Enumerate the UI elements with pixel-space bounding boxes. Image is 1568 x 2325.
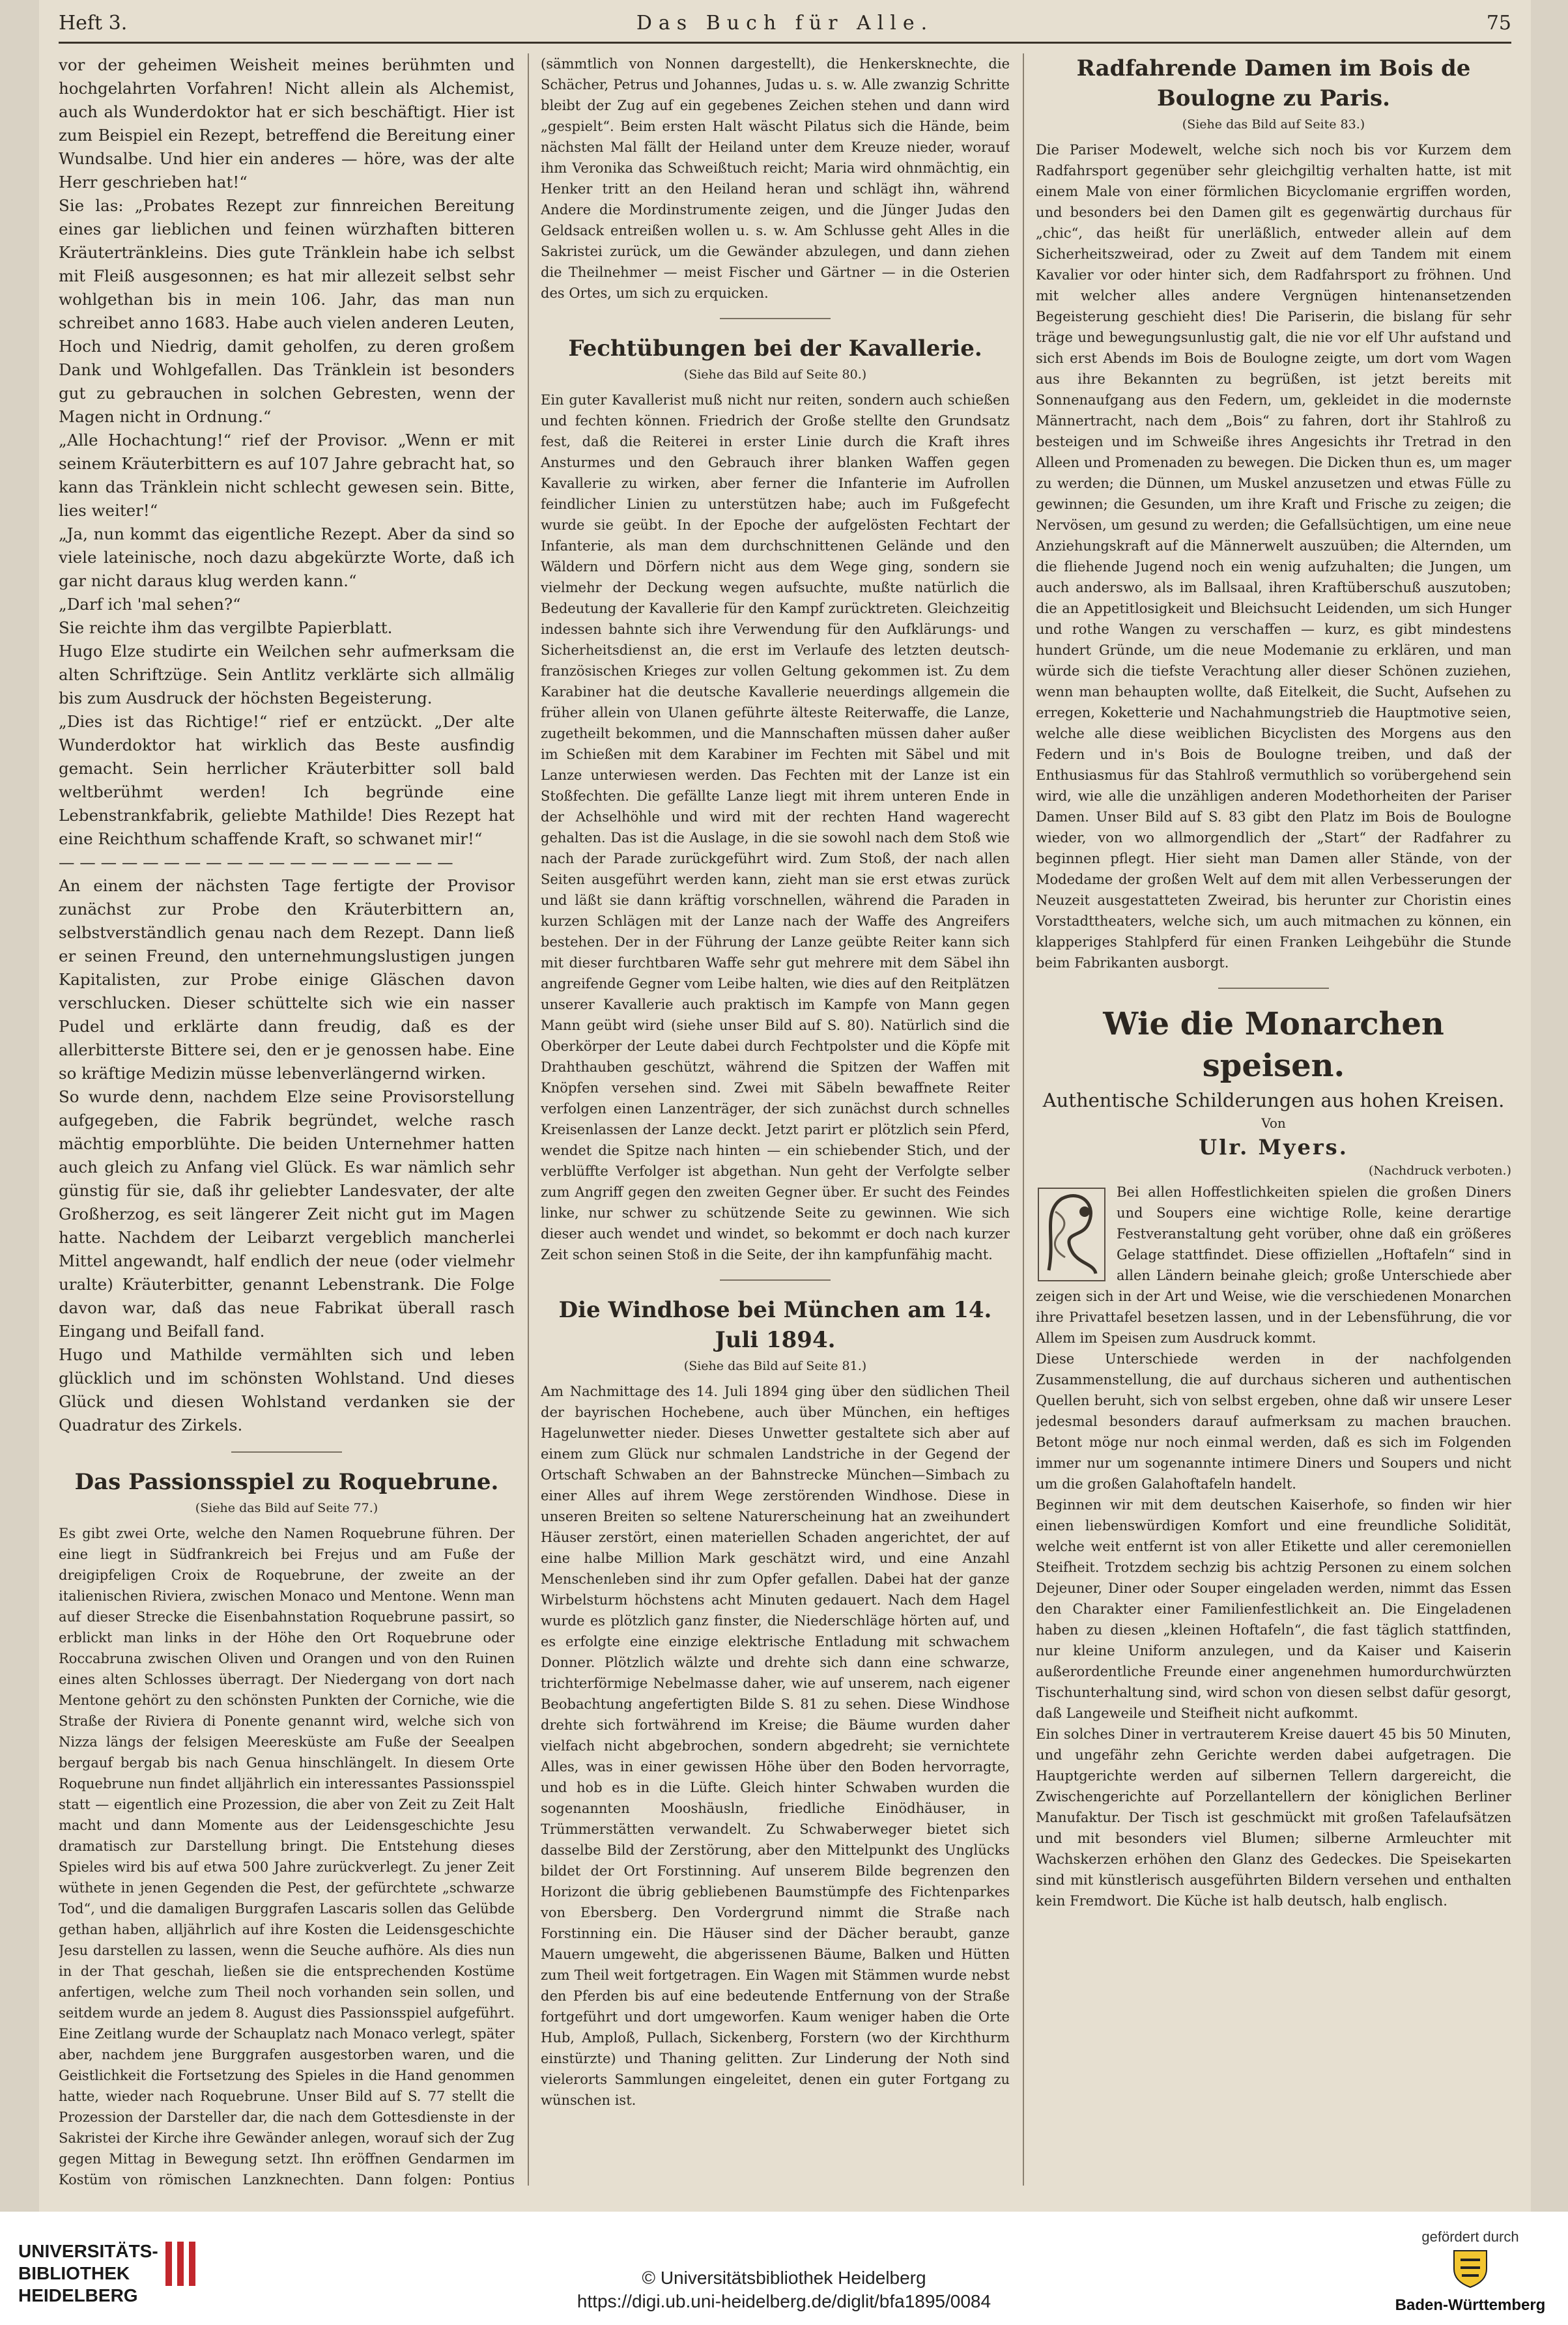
copyright-notice: © Universitätsbibliothek Heidelberg <box>642 2268 926 2288</box>
library-logo-text: UNIVERSITÄTS- BIBLIOTHEK HEIDELBERG <box>18 2241 158 2305</box>
article-continuation: (sämmtlich von Nonnen dargestellt), die Henkersknechte, die Schächer, Petrus und Johannes, Judas u. s. w. Alle zwanzig Schritte bleibt der Zug auf ein gegebenes Zeichen stehen und dann wird „gespielt“. Beim ersten Halt wäscht Pilatus sich die Hände, beim nächsten Mal fällt der Heiland unter dem Kreuze nieder, worauf ihm Veronika das Schweißtuch reicht; Maria wird ohnmächtig, ein Henker tritt an den Heiland heran und schlägt ihn, während Andere die Mordinstrumente zeigen, und die Jünger Judas den Geldsack entreißen wollen u. s. w. Am Schlusse geht Alles in die Sakristei zurück, um die Gewänder abzulegen, und dann ziehen die Theilnehmer — meist Fischer und Gärtner — in die Osterien des Ortes, um sich zu erquicken. <box>541 56 1010 301</box>
article-image-reference: (Siehe das Bild auf Seite 77.) <box>195 1501 378 1515</box>
sponsor-name: Baden-Württemberg <box>1395 2296 1546 2314</box>
feature-title: Wie die Monarchen speisen. <box>1103 1006 1444 1084</box>
article-image-reference: (Siehe das Bild auf Seite 83.) <box>1182 117 1365 132</box>
state-coat-of-arms-icon <box>1447 2246 1493 2289</box>
article-image-reference: (Siehe das Bild auf Seite 81.) <box>683 1359 867 1373</box>
header-rule <box>59 42 1511 44</box>
feature-subtitle: Authentische Schilderungen aus hohen Kreisen. <box>1042 1089 1505 1111</box>
article-title: Das Passionsspiel zu Roquebrune. <box>74 1469 499 1495</box>
sponsor-block <box>1392 2229 1548 2315</box>
feature-body: Bei allen Hoffestlichkeiten spielen die großen Diners und Soupers eine wichtige Rolle, keine derartige Festveranstaltung geht vorüber, ohne daß ein größeres Gelage stattfindet. Diese offiziellen „Hoftafeln“ sind in allen Ländern beinahe gleich; große Unterschiede aber zeigen sich in der Art und Weise, wie die verschiedenen Monarchen ihre Privattafel besetzen lassen, und in der Lebensführung, die vor Allem im Speisen zum Ausdruck kommt. Diese Unterschiede werden in der nachfolgenden Zusammenstellung, die auf durchaus sicheren und authentischen Quellen beruht, sich von selbst ergeben, ohne daß wir unsere Leser jedesmal besonders darauf aufmerksam zu machen brauchen. Betont möge nur noch einmal werden, daß es sich im Folgenden immer nur um sogenannte intimere Diners und Soupers und nicht um die großen Galahoftafeln handelt. Beginnen wir mit dem deutschen Kaiserhofe, so finden wir hier einen liebenswürdigen Komfort und eine freundliche Solidität, welche weit entfernt ist von aller Etikette und aller ceremoniellen Steifheit. Trotzdem sechzig bis achtzig Personen zu einem solchen Dejeuner, Diner oder Souper eingeladen werden, nimmt das Essen den Charakter einer Familienfestlichkeit an. Die Eingeladenen haben zu diesen „kleinen Hoftafeln“, die fast täglich stattfinden, nur kleine Uniform anzulegen, und da Kaiser und Kaiserin außerordentliche Freunde einer angenehmen humordurchwürzten Tischunterhaltung sind, wird schon von diesen selbst dafür gesorgt, daß Langeweile und Steifheit nicht aufkommt. Ein solches Diner in vertrauterem Kreise dauert 45 bis 50 Minuten, und ungefähr zehn Gerichte werden dabei aufgetragen. Die Hauptgerichte werden auf silbernen Tellern dargereicht, die Zwischengerichte auf Porzellantellern der königlichen Berliner Manufaktur. Der Tisch ist geschmückt mit großen Tafelaufsätzen und mit besonders viel Blumen; silberne Armleuchter mit Wachskerzen erhöhen den Glanz des Gedeckes. Die Speisekarten sind mit künstlerisch ausgeführten Bildern versehen und enthalten kein Fremdwort. Die Küche ist halb deutsch, halb englisch. <box>1036 1184 1511 1909</box>
author-name: Ulr. Myers. <box>1199 1135 1348 1160</box>
source-link[interactable]: https://digi.ub.uni-heidelberg.de/diglit/bfa1895/0084 <box>577 2291 991 2311</box>
library-footer <box>0 2212 1568 2325</box>
article-body: Es gibt zwei Orte, welche den Namen Roquebrune führen. Der eine liegt in Südfrankreich bei Frejus und am Fuße der dreigipfeligen Croix de Roquebrune, der zweite an der italienischen Riviera, zwischen Monaco und Mentone. Wenn man auf dieser Strecke die Eisenbahnstation Roquebrune passirt, so erblickt man links in der Höhe den Ort Roquebrune oder Roccabruna zwischen Oliven und Orangen und von den Ruinen eines alten Schlosses überragt. Der Niedergang von dort nach Mentone gehört zu den schönsten Punkten der Corniche, wie die Straße der Riviera di Ponente genannt wird, welche sich von Nizza längs der felsigen Meeresküste am Fuße der Seealpen bergauf bergab bis nach Genua hinschlängelt. In diesem Orte Roquebrune nun findet alljährlich ein interessantes Passionsspiel statt — eigentlich eine Prozession, die aber von Zeit zu Zeit Halt macht und dann Momente aus der Leidensgeschichte Jesu dramatisch zur Darstellung bringt. Die Entstehung dieses Spieles wird bis auf etwa 500 Jahre zurückverlegt. Zu jener Zeit wüthete in jenen Gegenden die Pest, der gefürchtete „schwarze Tod“, und die damaligen Burggrafen Lascaris sollen das Gelübde gethan haben, alljährlich auf ihre Kosten die Leidensgeschichte Jesu darstellen zu lassen, wenn die Seuche aufhöre. Als dies nun in der That geschah, ließen sie die entsprechenden Kostüme anfertigen, welche zum Theil noch vorhanden sein sollen, und seitdem wurde an jedem 8. August dies Passionsspiel aufgeführt. Eine Zeitlang wurde der Schauplatz nach Monaco verlegt, später aber, nachdem jene Burggrafen ausgestorben waren, und die Geistlichkeit die Fortsetzung des Spieles in die Hand genommen hatte, wieder nach Roquebrune. Unser Bild auf S. 77 stellt die Prozession der Darsteller dar, die nach dem Gottesdienste in der Sakristei der Kirche ihre Gewänder anlegen, worauf sich der Zug gegen Mittag in Bewegung setzt. Ihn eröffnen Gendarmen im Kostüm von römischen Lanzknechten. Dann folgen: Pontius <box>59 1526 515 2188</box>
article-body: Ein guter Kavallerist muß nicht nur reiten, sondern auch schießen und fechten können. Friedrich der Große stellte den Grundsatz fest, daß die Reiterei in erster Linie durch die Kraft ihres Ansturmes und den Gebrauch ihrer blanken Waffen gegen Kavallerie zu wirken, aber ferner die Infanterie im Aufrollen feindlicher Linien zu unterstützen habe; auch im Fußgefecht wurde sie geübt. In der Epoche der aufgelösten Fechtart der Infanterie, als man dem durchschnittenen Gelände und den Wäldern und Dörfern nicht aus dem Wege ging, sondern sie vielmehr der Deckung wegen aufsuchte, mußte natürlich die Bedeutung der Kavallerie für den Kampf zurücktreten. Gleichzeitig indessen bahnte sich ihre Verwendung für den Aufklärungs- und Sicherheitsdienst an, die erst im Verlaufe des letzten deutsch-französischen Krieges zur vollen Geltung gekommen ist. Zu dem Karabiner hat die deutsche Kavallerie neuerdings allgemein die früher allein von Ulanen geführte älteste Reiterwaffe, die Lanze, zugetheilt bekommen, und die Mannschaften müssen daher außer im Schießen mit dem Karabiner im Fechten mit Säbel und mit Lanze unterwiesen werden. Das Fechten mit der Lanze ist ein Stoßfechten. Die gefällte Lanze liegt mit ihrem unteren Ende in der Achselhöhle und wird mit der rechten Hand wagerecht gehalten. Das ist die Auslage, in die sie sowohl nach dem Stoß wie nach der Parade zurückgeführt wird. Zum Stoß, der nach allen Seiten ausgeführt werden kann, zieht man sie erst etwas zurück und läßt sie dann kräftig vorschnellen, während die Paraden in kurzen Schlägen mit der Lanze nach der Waffe des Angreifers bestehen. Der in der Führung der Lanze geübte Reiter kann sich mit dieser furchtbaren Waffe sehr gut mehrere mit dem Säbel ihn angreifende Gegner vom Leibe halten, wie dies auf den Reitplätzen unserer Kavallerie auch praktisch im Kampfe von Mann gegen Mann geübt wird (siehe unser Bild auf S. 80). Natürlich sind die Oberkörper der Leute dabei durch Fechtpolster und die Köpfe mit Drahthauben geschützt, während die Spitzen der Waffen mit Knöpfen versehen sind. Zwei mit Säbeln bewaffnete Reiter verfolgen einen Lanzenträger, der sich zunächst durch schnelles Kreisenlassen der Lanze deckt. Jetzt parirt er plötzlich sein Pferd, wendet die Spitze nach hinten — ein schiebender Stich, und der verblüffte Verfolger ist abgethan. Nun geht der Verfolgte selber zum Angriff gegen den zweiten Gegner über. Er sucht des Feindes linke, nur schwer zu schützende Seite zu gewinnen. Wie sich dieser auch wendet und windet, so bekommt er doch nach kurzer Zeit schon seinen Stoß in die Seite, der ihn kampfunfähig macht. <box>541 392 1010 1262</box>
article-separator <box>231 1451 342 1453</box>
ornamental-initial-icon <box>1036 1186 1107 1283</box>
article-title: Die Windhose bei München am 14. Juli 1894. <box>558 1297 992 1353</box>
article-title: Radfahrende Damen im Bois de Boulogne zu Paris. <box>1076 55 1471 111</box>
article-separator <box>720 1279 831 1281</box>
column-divider <box>1023 53 1024 2186</box>
story-continuation: vor der geheimen Weisheit meines berühmten und hochgelahrten Vorfahren! Nicht allein als Alchemist, auch als Wunderdoktor hat er sich beschäftigt. Hier ist zum Beispiel ein Rezept, betreffend die Bereitung einer Wundsalbe. Und hier ein anderes — höre, was der alte Herr geschrieben hat!“ Sie las: „Probates Rezept zur finnreichen Bereitung eines gar lieblichen und feinen würzhaften bitteren Kräutertränkleins. Dies gute Tränklein habe ich selbst mit Fleiß ausgesonnen; es hat mir allezeit selbst sehr wohlgethan bis in mein 106. Jahr, das man nun schreibet anno 1683. Habe auch vielen anderen Leuten, Hoch und Niedrig, damit geholfen, zu deren großem Dank und Wohlgefallen. Das Tränklein ist besonders gut zu gebrauchen in solchen Gebresten, wenn der Magen nicht in Ordnung.“ „Alle Hochachtung!“ rief der Provisor. „Wenn er mit seinem Kräuterbittern es auf 107 Jahre gebracht hat, so kann das Tränklein nicht schlecht gewesen sein. Bitte, lies weiter!“ „Ja, nun kommt das eigentliche Rezept. Aber da sind so viele lateinische, noch dazu abgekürzte Worte, daß ich gar nicht daraus klug werden kann.“ „Darf ich 'mal sehen?“ Sie reichte ihm das vergilbte Papierblatt. Hugo Elze studirte ein Weilchen sehr aufmerksam die alten Schriftzüge. Sein Antlitz verklärte sich allmälig bis zum Ausdruck der höchsten Begeisterung. „Dies ist das Richtige!“ rief er entzückt. „Der alte Wunderdoktor hat wirklich das Beste ausfindig gemacht. Sein herrlicher Kräuterbitter soll bald weltberühmt werden! Ich begründe eine Lebenstrankfabrik, geliebte Mathilde! Dies Rezept hat eine Reichthum schaffende Kraft, so schwanet mir!“ — — — — — — — — — — — — — — — — — — — An einem der nächsten Tage fertigte der Provisor zunächst zur Probe den Kräuterbittern an, selbstverständlich genau nach dem Rezept. Dann ließ er seinen Freund, den unternehmungslustigen jungen Kapitalisten, zur Probe einige Gläschen davon verschlucken. Dieser schüttelte sich wie ein nasser Pudel und erklärte dann freudig, daß es der allerbitterste Bittere sei, den er je genossen habe. Eine so kräftige Medizin müsse lebenverlängernd wirken. So wurde denn, nachdem Elze seine Provisorstellung aufgegeben, die Fabrik begründet, welche rasch mächtig emporblühte. Die beiden Unternehmer hatten auch gleich zu Anfang viel Glück. Es war nämlich sehr günstig für sie, daß ihr geliebter Landesvater, der alte Großherzog, es seit längerer Zeit nicht gut im Magen hatte. Nachdem der Leibarzt vergeblich mancherlei Mittel angewandt, half endlich der neue (oder vielmehr uralte) Kräuterbitter, genannt Lebenstrank. Die Folge davon war, daß das neue Fabrikat überall rasch Eingang und Beifall fand. Hugo und Mathilde vermählten sich und leben glücklich und im schönsten Wohlstand. Und dieses Glück und diesen Wohlstand verdanken sie der Quadratur des Zirkels. <box>59 55 515 1434</box>
article-title: Fechtübungen bei der Kavallerie. <box>568 335 982 362</box>
article-image-reference: (Siehe das Bild auf Seite 80.) <box>683 367 867 382</box>
article-body: Die Pariser Modewelt, welche sich noch bis vor Kurzem dem Radfahrsport gegenüber sehr gleichgiltig verhalten hatte, ist mit einem Male von einer förmlichen Bicyclomanie ergriffen worden, und besonders bei den Damen gilt es gegenwärtig durchaus für „chic“, das heißt für unerläßlich, entweder allein auf dem Sicherheitszweirad, oder zu Zweit auf dem Tandem mit einem Kavalier vor oder hinter sich, dem Radfahrsport zu fröhnen. Und mit welcher alles andere Vergnügen hintenansetzenden Begeisterung geschieht dies! Die Pariserin, die bislang für sehr träge und bewegungsunlustig galt, die nie vor elf Uhr aufstand und sich erst Abends im Bois de Boulogne zeigte, um dort vom Wagen aus ihre Bekannten zu begrüßen, ist jetzt bereits mit Sonnenaufgang aus den Federn, um, gekleidet in die modernste Männertracht, nach dem „Bois“ zu fahren, dort ihr Stahlroß zu besteigen und im Schweiße ihres Angesichts ihr Tretrad in den Alleen und Promenaden zu bewegen. Die Dicken thun es, um mager zu werden; die Dünnen, um Muskel anzusetzen und etwas Fülle zu gewinnen; die Gesunden, um ihre Kraft und Frische zu zeigen; die Nervösen, um gesund zu werden; die Gefallsüchtigen, um eine neue Anziehungskraft auf die Männerwelt auszuüben; die Alternden, um die fliehende Jugend noch ein wenig aufzuhalten; die Jungen, um auch anderswo, als im Ballsaal, ihren Kraftüberschuß auszutoben; die an Appetitlosigkeit und Bleichsucht Leidenden, um sich Hunger und rothe Wangen zu verschaffen — kurz, es gibt mindestens hundert Gründe, um die neue Modemanie zu erklären, und man würde sich die tiefste Verachtung aller dieser Schönen zuziehen, wenn man behaupten wollte, daß Eitelkeit, die Sucht, Aufsehen zu erregen, Koketterie und Nachahmungstrieb die Hauptmotive seien, welche alle diese weiblichen Bicyclisten des Morgens aus den Federn und in's Bois de Boulogne treiben, und daß der Enthusiasmus für das Stahlroß vermuthlich so vorübergehend sein wird, wie alle die unzähligen anderen Modethorheiten der Pariser Damen. Unser Bild auf S. 83 gibt den Platz im Bois de Boulogne wieder, von wo allmorgendlich der „Start“ der Radfahrer zu beginnen pflegt. Hier sieht man Damen aller Stände, von der Modedame der großen Welt auf dem mit allen Verbesserungen der Neuzeit ausgestatteten Zweirad, bis herunter zur Choristin eines Vorstadttheaters, welche sich, um auch mitmachen zu können, ein klapperiges Stahlpferd für einen Franken Leihgebühr die Stunde beim Fabrikanten ausborgt. <box>1036 142 1511 971</box>
rights-notice: (Nachdruck verboten.) <box>1368 1163 1511 1178</box>
article-body: Am Nachmittage des 14. Juli 1894 ging über den südlichen Theil der bayrischen Hochebene, auch über München, ein heftiges Hagelunwetter nieder. Dieses Unwetter gestaltete sich aber auf einem zum Glück nur schmalen Landstriche in der Gegend der Ortschaft Schwaben an der Bahnstrecke München—Simbach zu einer Alles auf ihrem Wege zerstörenden Windhose. Diese in unseren Breiten so seltene Naturerscheinung hat an zweihundert Häuser zerstört, einen materiellen Schaden angerichtet, der auf eine halbe Million Mark geschätzt wird, und eine Anzahl Menschenleben sind ihr zum Opfer gefallen. Dabei hat der ganze Wirbelsturm höchstens acht Minuten gedauert. Nach dem Hagel wurde es plötzlich ganz finster, die Niederschläge hörten auf, und es erfolgte eine einzige elektrische Entladung mit schwachem Donner. Plötzlich wälzte und drehte sich dann eine schwarze, trichterförmige Nebelmasse daher, wie auf unserem, nach eigener Beobachtung angefertigten Bilde S. 81 zu sehen. Diese Windhose drehte sich fortwährend im Kreise; die Bäume wurden daher vielfach nicht abgebrochen, sondern abgedreht; sie vernichtete Alles, was in einer gewissen Höhe über den Boden hervorragte, und hob es in die Lüfte. Gleich hinter Schwaben wurden die sogenannten Mooshäusln, friedliche Einödhäuser, in Trümmerstätten verwandelt. Zu Schwaberweger bietet sich dasselbe Bild der Zerstörung, aber den Mittelpunkt des Unglücks bildet der Ort Forstinning. Auf unserem Bilde begrenzen den Horizont die übrig gebliebenen Baumstümpfe des Fichtenparkes von Ebersberg. Den Vordergrund nimmt die Straße nach Forstinning ein. Die Häuser sind der Dächer beraubt, ganze Mauern umgeweht, die abgerissenen Bäume, Balken und Hütten zum Theil weit fortgetragen. Ein Wagen mit Stämmen wurde nebst den Pferden bis auf eine bedeutende Entfernung von der Straße fortgeführt und dort umgeworfen. Kaum weniger haben die Orte Hub, Amploß, Pullach, Sickenberg, Forstern (wo der Kirchthurm einstürzte) und Thaning gelitten. Zur Linderung der Noth sind vielerorts Sammlungen eingeleitet, denen ein guter Fortgang zu wünschen ist. <box>541 1384 1010 2108</box>
newspaper-page <box>39 0 1531 2212</box>
column-3 <box>1036 53 1511 2192</box>
byline-prefix: Von <box>1261 1115 1286 1131</box>
column-1 <box>59 53 515 2192</box>
issue-label: Heft 3. <box>59 12 128 35</box>
page-header <box>59 12 1511 38</box>
sponsor-label: gefördert durch <box>1421 2229 1519 2245</box>
article-separator <box>720 318 831 319</box>
article-separator <box>1218 988 1329 989</box>
page-number: 75 <box>1486 12 1511 35</box>
column-2 <box>541 53 1010 2192</box>
column-divider <box>528 53 529 2186</box>
publication-title: Das Buch für Alle. <box>636 12 934 35</box>
